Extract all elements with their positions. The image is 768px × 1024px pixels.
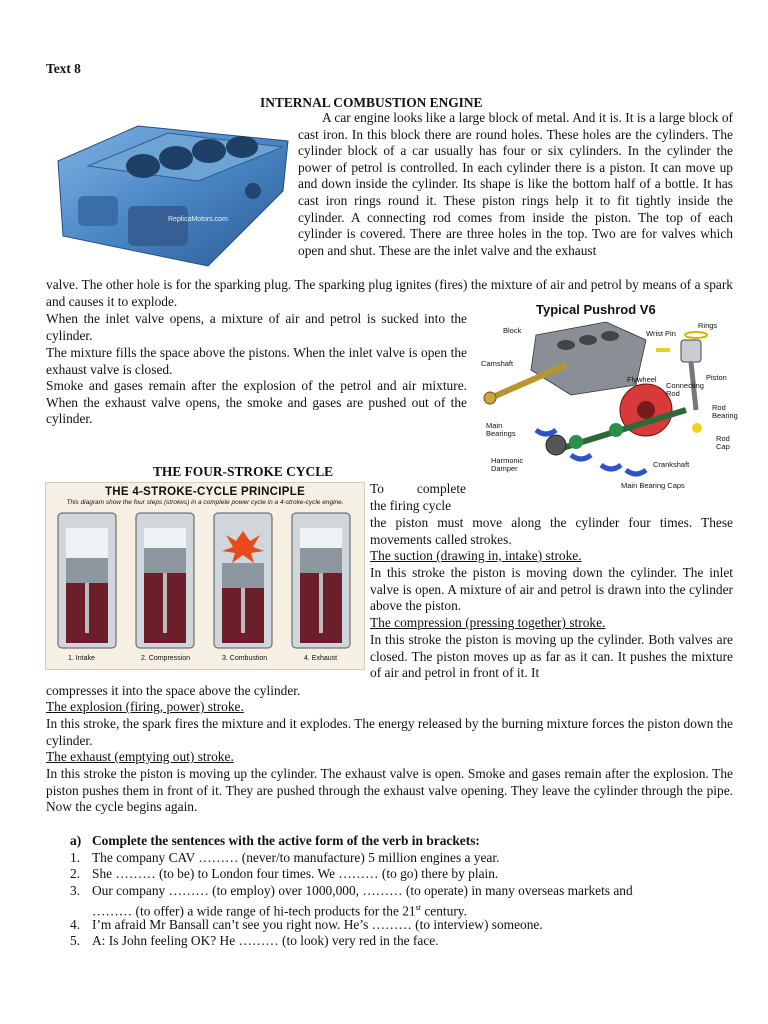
label-wrist-pin: Wrist Pin [646,329,676,338]
compression-heading: The compression (pressing together) stroke. [370,615,606,630]
four-intro-line-1: To complete [370,481,466,496]
exercise-item-2: She ……… (to be) to London four times. We ……… (to go) there by plain. [92,866,499,881]
caption-exhaust: 4. Exhaust [304,655,338,662]
intro-paragraph-continued: valve. The other hole is for the sparking plug. The sparking plug ignites (fires) the mixture of air and petrol by means of a spark and causes it to explode. [46,277,733,309]
label-rings: Rings [698,321,718,330]
pushrod-title: Typical Pushrod V6 [536,302,656,317]
engine-watermark: ReplicaMotors.com [168,216,228,223]
label-piston: Piston [706,373,727,382]
exercise-item-1: The company CAV ……… (never/to manufacture) 5 million engines a year. [92,850,500,865]
explosion-heading: The explosion (firing, power) stroke. [46,699,244,714]
label-harmonic-damper: Harmonic Damper [491,456,524,473]
four-intro-line-3: the piston must move along the cylinder four times. These movements called strokes. [370,515,733,547]
suction-text: In this stroke the piston is moving down the cylinder. The inlet valve is open. A mixture of air and petrol is drawn into the cylinder above the piston. [370,565,733,614]
four-intro-line-2: the firing cycle [370,498,452,513]
pushrod-v6-diagram [476,300,746,500]
label-camshaft: Camshaft [481,359,514,368]
exercise-instruction: Complete the sentences with the active form of the verb in brackets: [92,833,480,848]
exercise-item-3b-text: ……… (to offer) a wide range of hi-tech products for the 21 [92,903,416,919]
four-stroke-image-title: THE 4-STROKE-CYCLE PRINCIPLE [104,486,306,498]
four-stroke-image-subtitle: This diagram show the four steps (strokes) in a complete power cycle in a 4-stroke-cycle engine. [66,499,344,506]
exercise-item-3a: Our company ……… (to employ) over 1000,000, ……… (to operate) in many overseas markets and [92,883,633,898]
exercise-num-1: 1. [70,850,81,865]
inlet-paragraph: When the inlet valve opens, a mixture of air and petrol is sucked into the cylinder. [46,311,467,343]
exercise-num-3: 3. [70,883,81,898]
compression-text-continued: compresses it into the space above the cylinder. [46,683,301,698]
label-flywheel: Flywheel [627,375,657,384]
intro-paragraph: A car engine looks like a large block of metal. And it is. It is a large block of cast iron. In this block there are round holes. These holes are the cylinders. The cylinder block of a car usually has four or six cylinders. In the cylinder the power of petrol is controlled. In each cylinder there is a piston. It can move up and down inside the cylinder. Its shape is like the bottom half of a bottle. It has cast iron rings round it. These piston rings help it to fit tightly inside the cylinder. A connecting rod comes from inside the piston. The top of each cylinder is covered. There are three holes in the top. Two are for valves which open and shut. These are the inlet valve and the exhaust [298,110,733,258]
label-crankshaft: Crankshaft [653,460,690,469]
four-stroke-heading: THE FOUR-STROKE CYCLE [153,464,334,479]
label-rod-bearing: Rod Bearing [712,403,738,420]
label-connecting-rod: Connecting Rod [666,381,704,398]
exhaust-text: In this stroke the piston is moving up the cylinder. The exhaust valve is open. Smoke and gases remain after the explosion. The piston pushes them in front of it. They are pushed through the exhaust valve opening. They leave the cylinder through the pipe. Now the cycle begins again. [46,766,733,815]
exercise-item-4: I’m afraid Mr Bansall can’t see you right now. He’s ……… (to interview) someone. [92,917,543,932]
text-label: Text 8 [46,61,81,76]
compression-text: In this stroke the piston is moving up the cylinder. Both valves are closed. The piston moves up as far as it can. It pushes the mixture of air and petrol in front of it. It [370,632,733,681]
caption-combustion: 3. Combustion [222,655,268,662]
label-block: Block [503,326,522,335]
exercise-item-3-sup: st [415,903,421,912]
suction-heading: The suction (drawing in, intake) stroke. [370,548,582,563]
exercise-num-5: 5. [70,933,81,948]
caption-intake: 1. Intake [68,655,95,662]
exercise-item-3c-text: century. [420,903,467,919]
label-rod-cap: Rod Cap [716,434,730,451]
exercise-num-4: 4. [70,917,81,932]
engine-block-image [48,121,293,271]
exercise-label: a) [70,833,82,848]
exhaust-heading: The exhaust (emptying out) stroke. [46,749,234,764]
explosion-text: In this stroke, the spark fires the mixture and it explodes. The energy released by the burning mixture forces the piston down the cylinder. [46,716,733,748]
smoke-paragraph: Smoke and gases remain after the explosion of the petrol and air mixture. When the exhaust valve opens, the smoke and gases are pushed out of the cylinder. [46,378,467,427]
label-main-bearings: Main Bearings [486,421,516,438]
exercise-item-5: A: Is John feeling OK? He ……… (to look) very red in the face. [92,933,439,948]
mixture-paragraph: The mixture fills the space above the pistons. When the inlet valve is open the exhaust valve is closed. [46,345,467,377]
document-title: INTERNAL COMBUSTION ENGINE [260,95,483,110]
caption-compression: 2. Compression [141,655,191,662]
exercise-num-2: 2. [70,866,81,881]
four-stroke-image [45,482,365,670]
label-main-bearing-caps: Main Bearing Caps [621,481,685,490]
